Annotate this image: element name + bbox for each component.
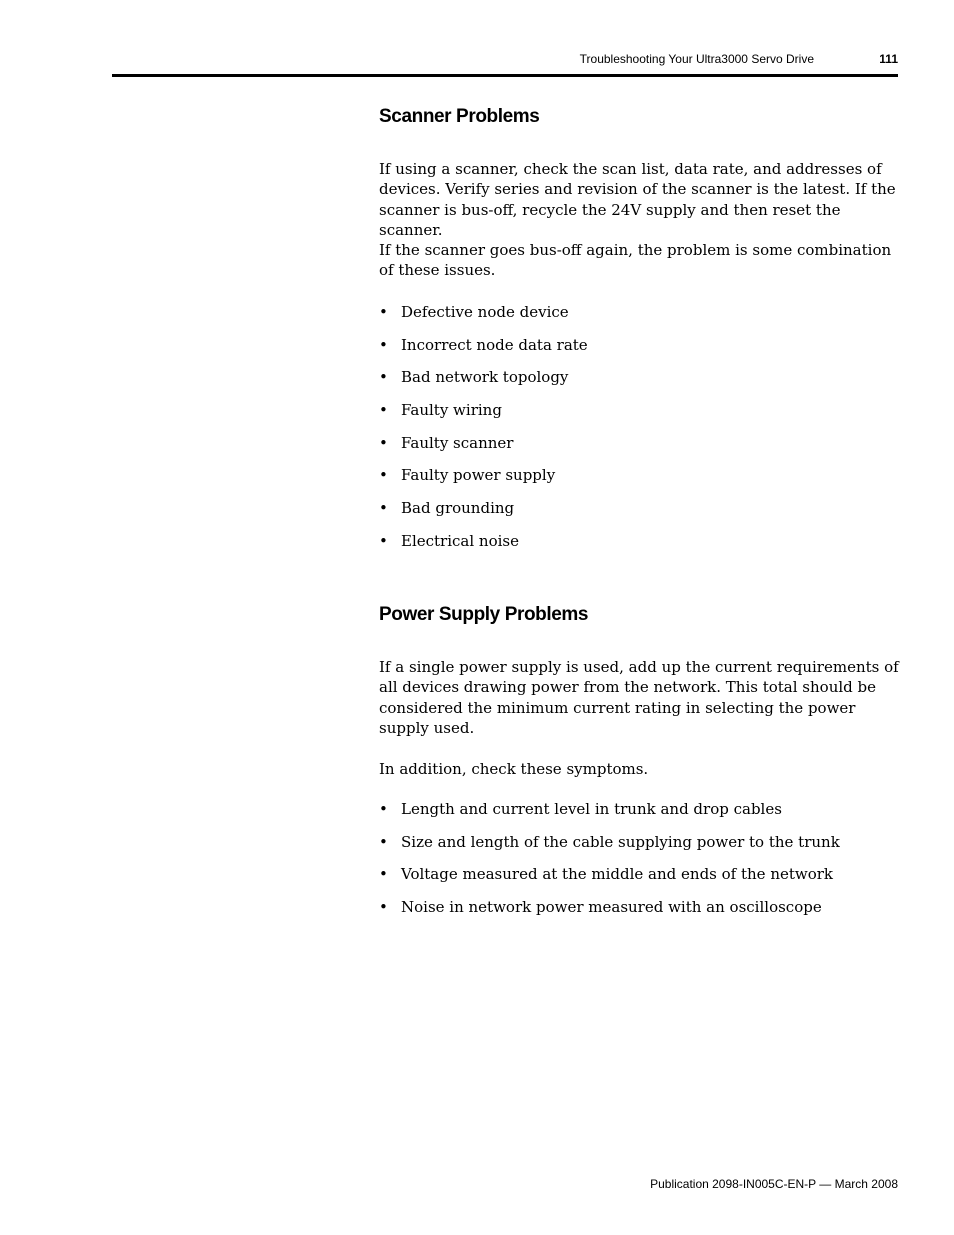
scanner-issues-list [379,302,899,564]
scanner-problems-heading: Scanner Problems [379,106,540,127]
running-header-title: Troubleshooting Your Ultra3000 Servo Drive [579,52,814,66]
list-item: • Electrical noise [379,531,899,564]
power-supply-paragraph-2: In addition, check these symptoms. [379,760,649,778]
list-item: • Bad grounding [379,498,899,531]
list-item: • Size and length of the cable supplying power to the trunk [379,832,899,865]
page-number: 111 [879,52,898,66]
power-supply-symptoms-list [379,799,899,930]
scanner-paragraph-2: If the scanner goes bus-off again, the problem is some combination of these issues. [379,241,892,280]
header-rule [112,74,898,77]
list-item: • Faulty wiring [379,400,899,433]
list-item: • Length and current level in trunk and drop cables [379,799,899,832]
list-item: • Faulty scanner [379,433,899,466]
scanner-paragraph-1: If using a scanner, check the scan list, data rate, and addresses of devices. Verify series and revision of the scanner is the latest. If the scanner is bus-off, recycle the 24V supply and then reset the scanner. [379,160,896,239]
power-supply-problems-heading: Power Supply Problems [379,604,589,625]
list-item: • Faulty power supply [379,465,899,498]
list-item: • Defective node device [379,302,899,335]
list-item: • Incorrect node data rate [379,335,899,368]
publication-footer: Publication 2098-IN005C-EN-P — March 2008 [650,1177,898,1191]
power-supply-paragraph-1: If a single power supply is used, add up the current requirements of all devices drawing power from the network. This total should be considered the minimum current rating in selecting the power supply used. [379,658,899,737]
list-item: • Noise in network power measured with an oscilloscope [379,897,899,930]
list-item: • Bad network topology [379,367,899,400]
list-item: • Voltage measured at the middle and ends of the network [379,864,899,897]
